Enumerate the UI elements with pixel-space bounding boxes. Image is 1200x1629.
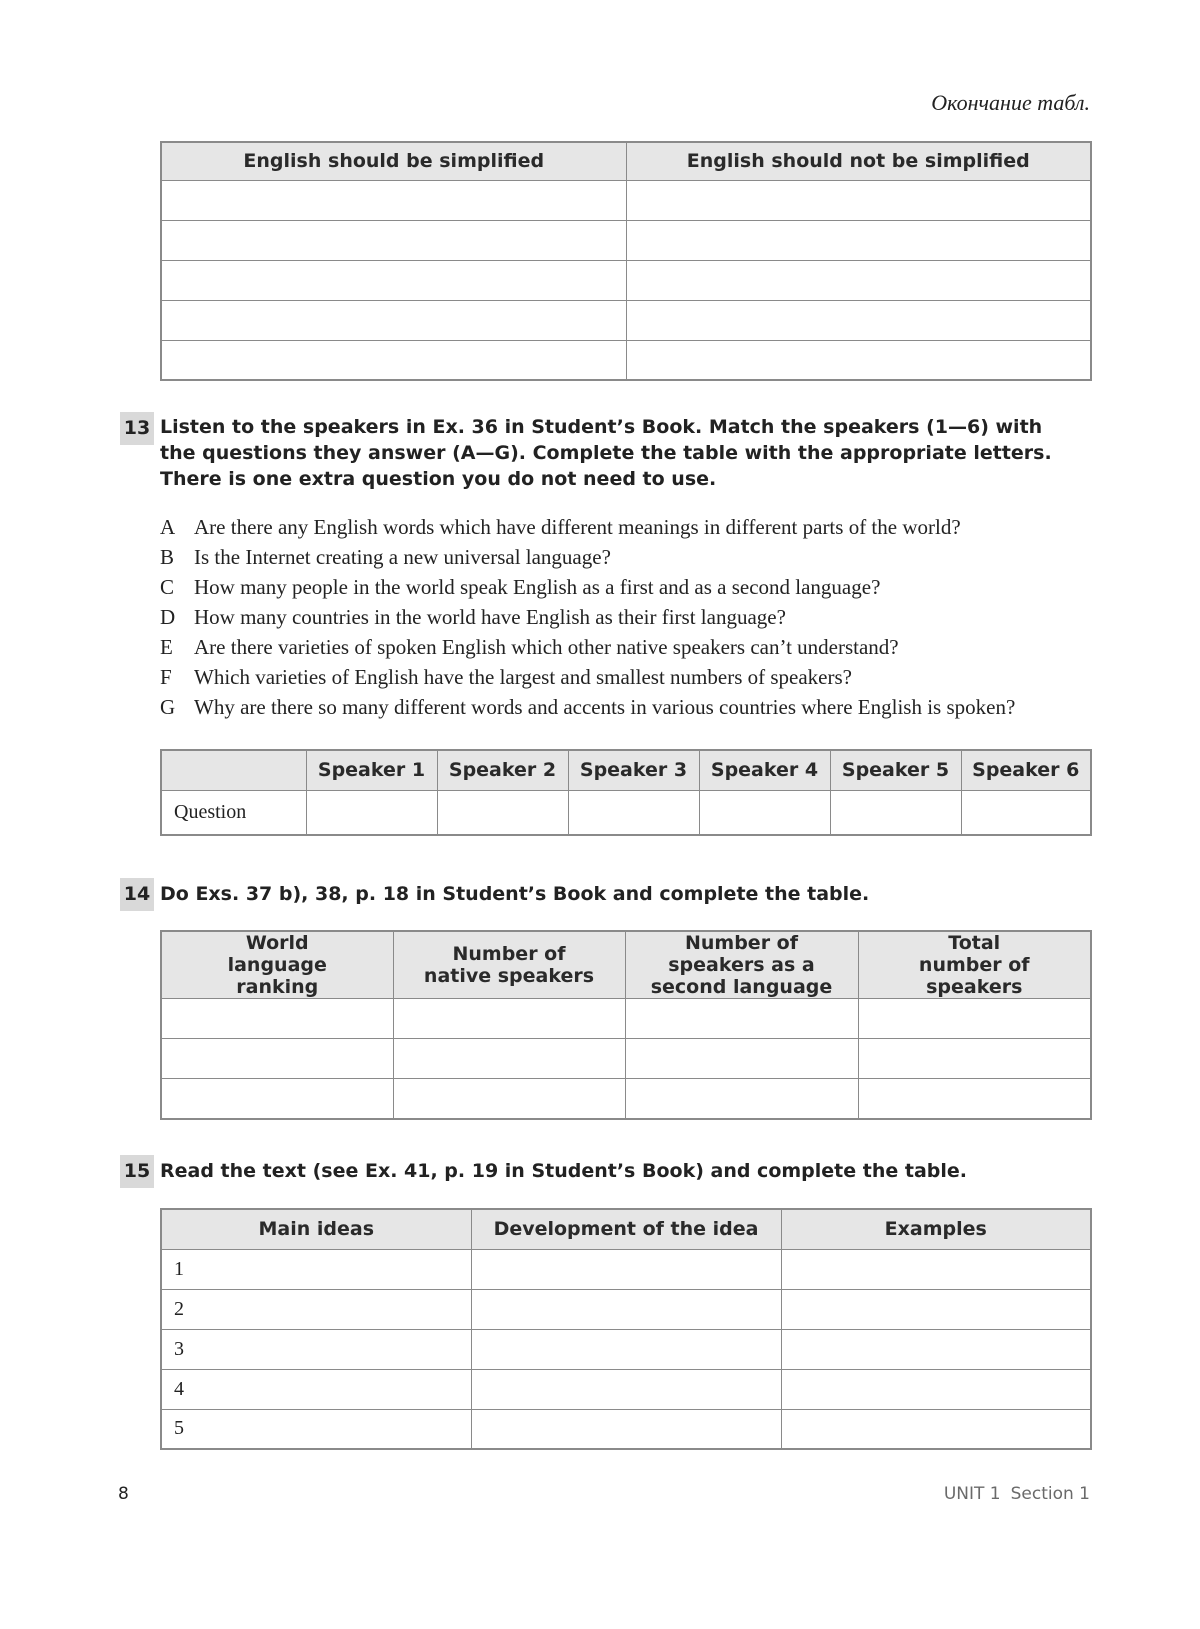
option-e: E Are there varieties of spoken English which other native speakers can’t understand? [160,635,899,659]
table-row [161,1039,1091,1079]
answer-cell[interactable] [306,790,437,835]
answer-cell[interactable] [625,1079,858,1119]
option-d: D How many countries in the world have English as their first language? [160,605,786,629]
header-second-language-speakers: Number of speakers as a second language [625,931,858,999]
simplification-table [160,141,1092,381]
table-row [161,220,1091,260]
answer-cell[interactable] [437,790,568,835]
answer-cell[interactable] [161,260,626,300]
answer-cell[interactable] [961,790,1091,835]
table-row [161,790,1091,835]
section-label: Section 1 [1010,1484,1090,1504]
header-native-speakers: Number of native speakers [393,931,625,999]
header-speaker-4: Speaker 4 [699,750,830,790]
question-row-label: Question [161,790,306,835]
speakers-corner-header [161,750,306,790]
answer-cell[interactable] [161,1039,393,1079]
exercise-13-instruction: Listen to the speakers in Ex. 36 in Student’s Book. Match the speakers (1—6) with the questions they answer (A—G). Complete the table with the appropriate letters. There is one extra question you do not need to use. [160,416,1052,490]
header-simplified: English should be simplified [161,142,626,180]
answer-cell[interactable] [161,999,393,1039]
exercise-13-number: 13 [120,412,154,445]
table-row [161,260,1091,300]
answer-cell[interactable] [626,340,1091,380]
row-number[interactable]: 5 [161,1409,471,1449]
table-row [161,1369,1091,1409]
table-continuation-note: Окончание табл. [931,90,1090,115]
exercise-13-options [160,512,1100,722]
header-speaker-3: Speaker 3 [568,750,699,790]
answer-cell[interactable] [781,1369,1091,1409]
table-row [161,1079,1091,1119]
header-speaker-1: Speaker 1 [306,750,437,790]
answer-cell[interactable] [781,1409,1091,1449]
header-not-simplified: English should not be simplified [626,142,1091,180]
exercise-15-instruction: Read the text (see Ex. 41, p. 19 in Student’s Book) and complete the table. [160,1160,967,1182]
header-speaker-6: Speaker 6 [961,750,1091,790]
answer-cell[interactable] [161,340,626,380]
exercise-14-instruction: Do Exs. 37 b), 38, p. 18 in Student’s Book and complete the table. [160,883,870,905]
row-number[interactable]: 1 [161,1249,471,1289]
table-row [161,1409,1091,1449]
header-speaker-5: Speaker 5 [830,750,961,790]
answer-cell[interactable] [161,220,626,260]
page-number: 8 [118,1484,129,1504]
row-number[interactable]: 4 [161,1369,471,1409]
table-row [161,999,1091,1039]
answer-cell[interactable] [393,999,625,1039]
table-row [161,180,1091,220]
answer-cell[interactable] [625,999,858,1039]
header-world-language-ranking: World language ranking [161,931,393,999]
row-number[interactable]: 2 [161,1289,471,1329]
table-row [161,1289,1091,1329]
exercise-15-number: 15 [120,1155,154,1188]
main-ideas-table [160,1208,1092,1450]
answer-cell[interactable] [781,1329,1091,1369]
answer-cell[interactable] [699,790,830,835]
row-number[interactable]: 3 [161,1329,471,1369]
answer-cell[interactable] [858,1039,1091,1079]
answer-cell[interactable] [625,1039,858,1079]
answer-cell[interactable] [471,1329,781,1369]
header-main-ideas: Main ideas [161,1209,471,1249]
answer-cell[interactable] [626,300,1091,340]
answer-cell[interactable] [471,1409,781,1449]
table-row [161,340,1091,380]
answer-cell[interactable] [471,1289,781,1329]
answer-cell[interactable] [626,180,1091,220]
option-b: B Is the Internet creating a new universal language? [160,545,611,569]
unit-label: UNIT 1 [943,1484,1001,1504]
answer-cell[interactable] [161,1079,393,1119]
option-c: C How many people in the world speak English as a first and as a second language? [160,575,881,599]
exercise-14-number: 14 [120,878,154,911]
table-row [161,1249,1091,1289]
running-footer [944,1484,1090,1504]
option-g: G Why are there so many different words and accents in various countries where English is spoken? [160,695,1016,719]
answer-cell[interactable] [393,1079,625,1119]
option-f: F Which varieties of English have the largest and smallest numbers of speakers? [160,665,852,689]
answer-cell[interactable] [626,260,1091,300]
answer-cell[interactable] [781,1249,1091,1289]
answer-cell[interactable] [393,1039,625,1079]
table-row [161,300,1091,340]
header-examples: Examples [781,1209,1091,1249]
answer-cell[interactable] [626,220,1091,260]
answer-cell[interactable] [471,1249,781,1289]
answer-cell[interactable] [781,1289,1091,1329]
answer-cell[interactable] [858,1079,1091,1119]
answer-cell[interactable] [161,300,626,340]
answer-cell[interactable] [830,790,961,835]
answer-cell[interactable] [568,790,699,835]
languages-table [160,930,1092,1120]
speakers-table [160,749,1092,836]
header-speaker-2: Speaker 2 [437,750,568,790]
header-total-speakers: Total number of speakers [858,931,1091,999]
answer-cell[interactable] [858,999,1091,1039]
header-development: Development of the idea [471,1209,781,1249]
option-a: A Are there any English words which have different meanings in different parts of the world? [160,515,961,539]
answer-cell[interactable] [161,180,626,220]
answer-cell[interactable] [471,1369,781,1409]
table-row [161,1329,1091,1369]
